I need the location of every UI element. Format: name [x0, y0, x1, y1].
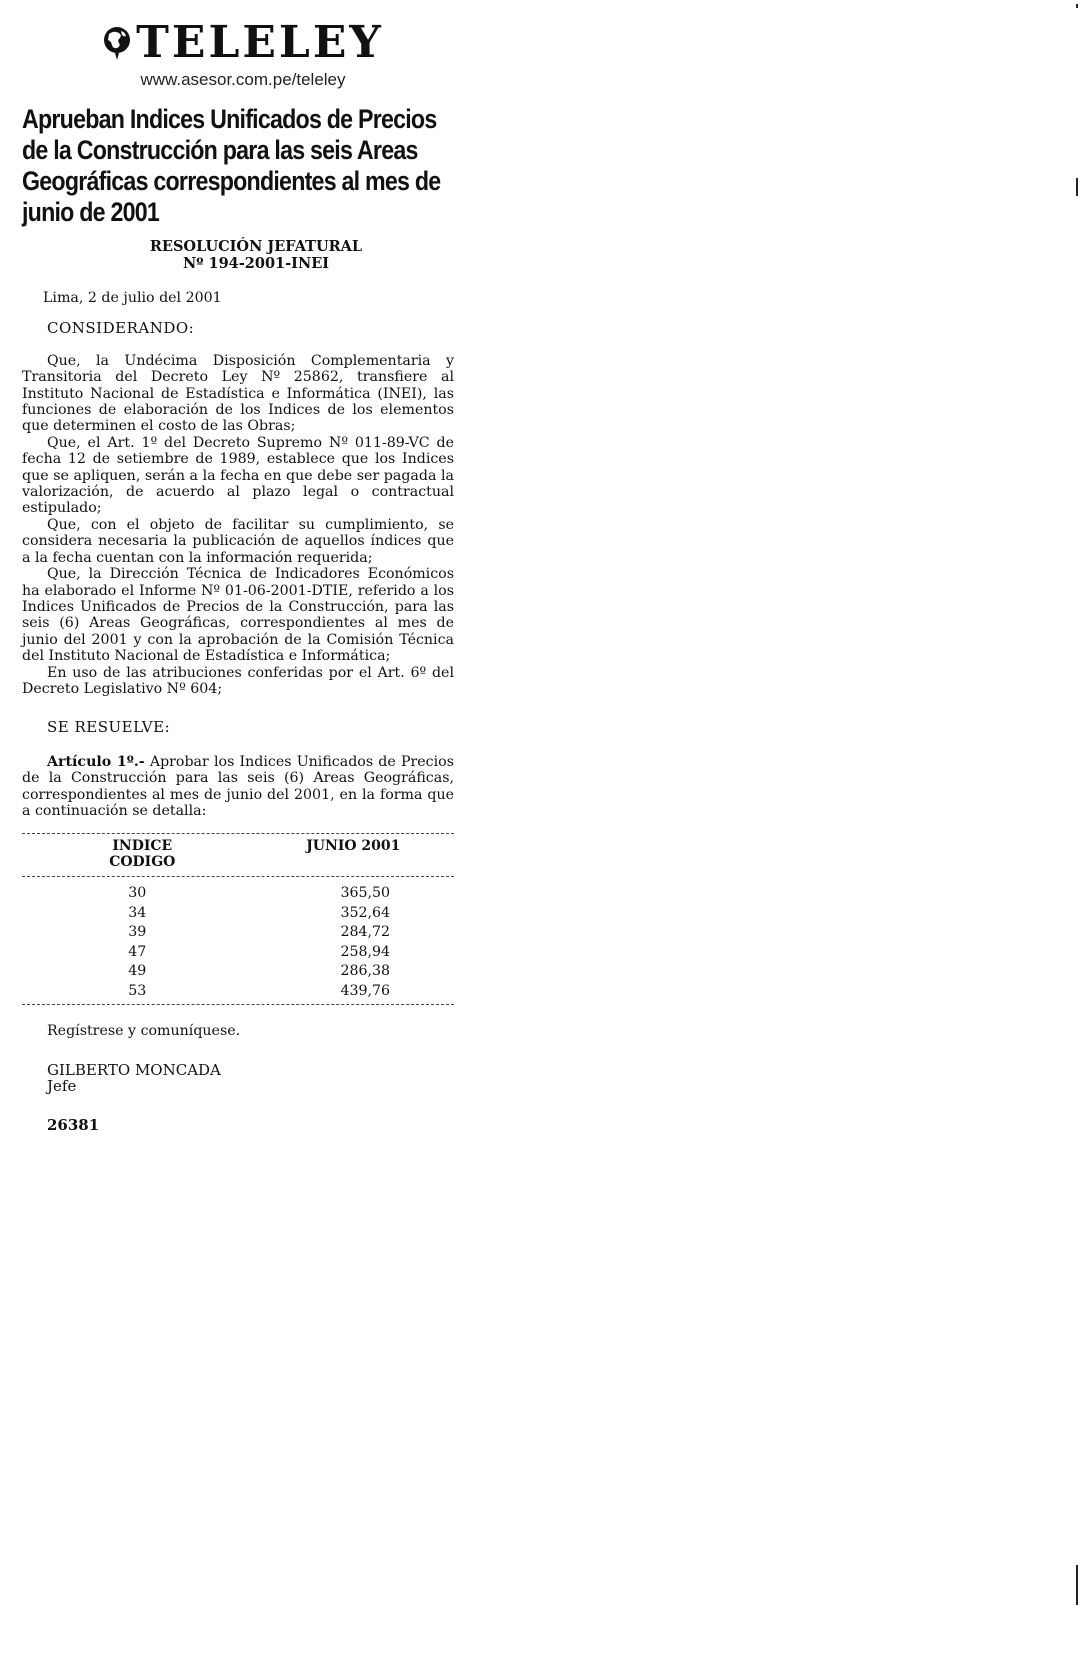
header-junio: JUNIO 2001 — [306, 838, 401, 855]
header-codigo — [22, 838, 253, 870]
row-value: 258,94 — [340, 943, 391, 960]
table-bottom-rule — [22, 1004, 454, 1005]
brand-name: TELELEY — [136, 17, 384, 68]
paragraph: Que, el Art. 1º del Decreto Supremo Nº 011-89-VC de fecha 12 de setiembre de 1989, establece que los Indices que se apliquen, serán a la fecha en que debe ser pagada la valorización, de acuerdo al plazo legal o contractual estipulado; — [22, 434, 454, 517]
globe-icon — [102, 25, 132, 61]
signatory-name: GILBERTO MONCADA — [47, 1060, 221, 1079]
document-date: Lima, 2 de julio del 2001 — [43, 290, 222, 306]
resolution-line1: RESOLUCIÓN JEFATURAL — [149, 238, 363, 255]
row-code: 47 — [128, 943, 147, 960]
paragraph: Que, con el objeto de facilitar su cumplimiento, se considera necesaria la publicación de aquellos índices que a la fecha cuentan con la información requerida; — [22, 516, 454, 566]
headline: Aprueban Indices Unificados de Precios de la Construcción para las seis Areas Geográficas correspondientes al mes de junio de 2001 — [22, 104, 441, 227]
row-code: 30 — [128, 885, 147, 902]
paragraph: Que, la Undécima Disposición Complementaria y Transitoria del Decreto Ley Nº 25862, transfiere al Instituto Nacional de Estadística e Informática (INEI), las funciones de elaboración de los Indices de los elementos que determinen el costo de las Obras; — [22, 352, 454, 435]
row-code: 39 — [128, 924, 147, 941]
brand-header — [32, 18, 454, 68]
table-row — [22, 905, 454, 925]
table-row — [22, 983, 454, 1003]
considerando-heading: CONSIDERANDO: — [47, 319, 195, 338]
considerando-paragraphs — [22, 353, 454, 698]
brand-url: www.asesor.com.pe/teleley — [140, 70, 346, 89]
row-value: 284,72 — [340, 924, 391, 941]
row-value: 352,64 — [340, 904, 391, 921]
paragraph: En uso de las atribuciones conferidas por el Art. 6º del Decreto Legislativo Nº 604; — [22, 664, 454, 697]
header-codigo-line1: INDICE — [112, 838, 173, 855]
signatory-title: Jefe — [47, 1077, 77, 1096]
paragraph: Que, la Dirección Técnica de Indicadores Económicos ha elaborado el Informe Nº 01-06-2001-DTIE, referido a los Indices Unificados de Precios de la Construcción, para las seis (6) Areas Geográficas, correspondientes al mes de junio del 2001 y con la aprobación de la Comisión Técnica del Instituto Nacional de Estadística e Informática; — [22, 566, 454, 665]
row-value: 439,76 — [340, 982, 391, 999]
row-code: 49 — [128, 963, 147, 980]
scan-edge-mark — [1076, 1565, 1078, 1605]
table-row — [22, 885, 454, 905]
index-table — [22, 833, 454, 1005]
publication-number: 26381 — [47, 1115, 100, 1134]
closing-line: Regístrese y comuníquese. — [47, 1023, 241, 1040]
se-resuelve-heading: SE RESUELVE: — [47, 718, 171, 737]
article-label: Artículo 1º.- — [47, 753, 145, 770]
article-text: Aprobar los Indices Unificados de Precios de la Construcción para las seis (6) Areas Geográficas, correspondientes al mes de junio del 2001, en la forma que a continuación se detalla: — [22, 753, 454, 819]
table-header — [22, 834, 454, 876]
resolution-line2: Nº 194-2001-INEI — [182, 255, 330, 272]
scan-edge-mark — [1076, 178, 1078, 196]
row-value: 365,50 — [340, 885, 391, 902]
document-column — [22, 18, 454, 1133]
scan-edge-mark — [1076, 4, 1078, 8]
signature-block — [22, 1062, 454, 1095]
table-row — [22, 963, 454, 983]
table-row — [22, 924, 454, 944]
row-code: 34 — [128, 904, 147, 921]
resolution-title — [58, 238, 454, 272]
article-1 — [22, 754, 454, 820]
header-codigo-line2: CODIGO — [109, 854, 176, 871]
row-value: 286,38 — [340, 963, 391, 980]
table-row — [22, 944, 454, 964]
row-code: 53 — [128, 982, 147, 999]
table-body — [22, 877, 454, 1004]
